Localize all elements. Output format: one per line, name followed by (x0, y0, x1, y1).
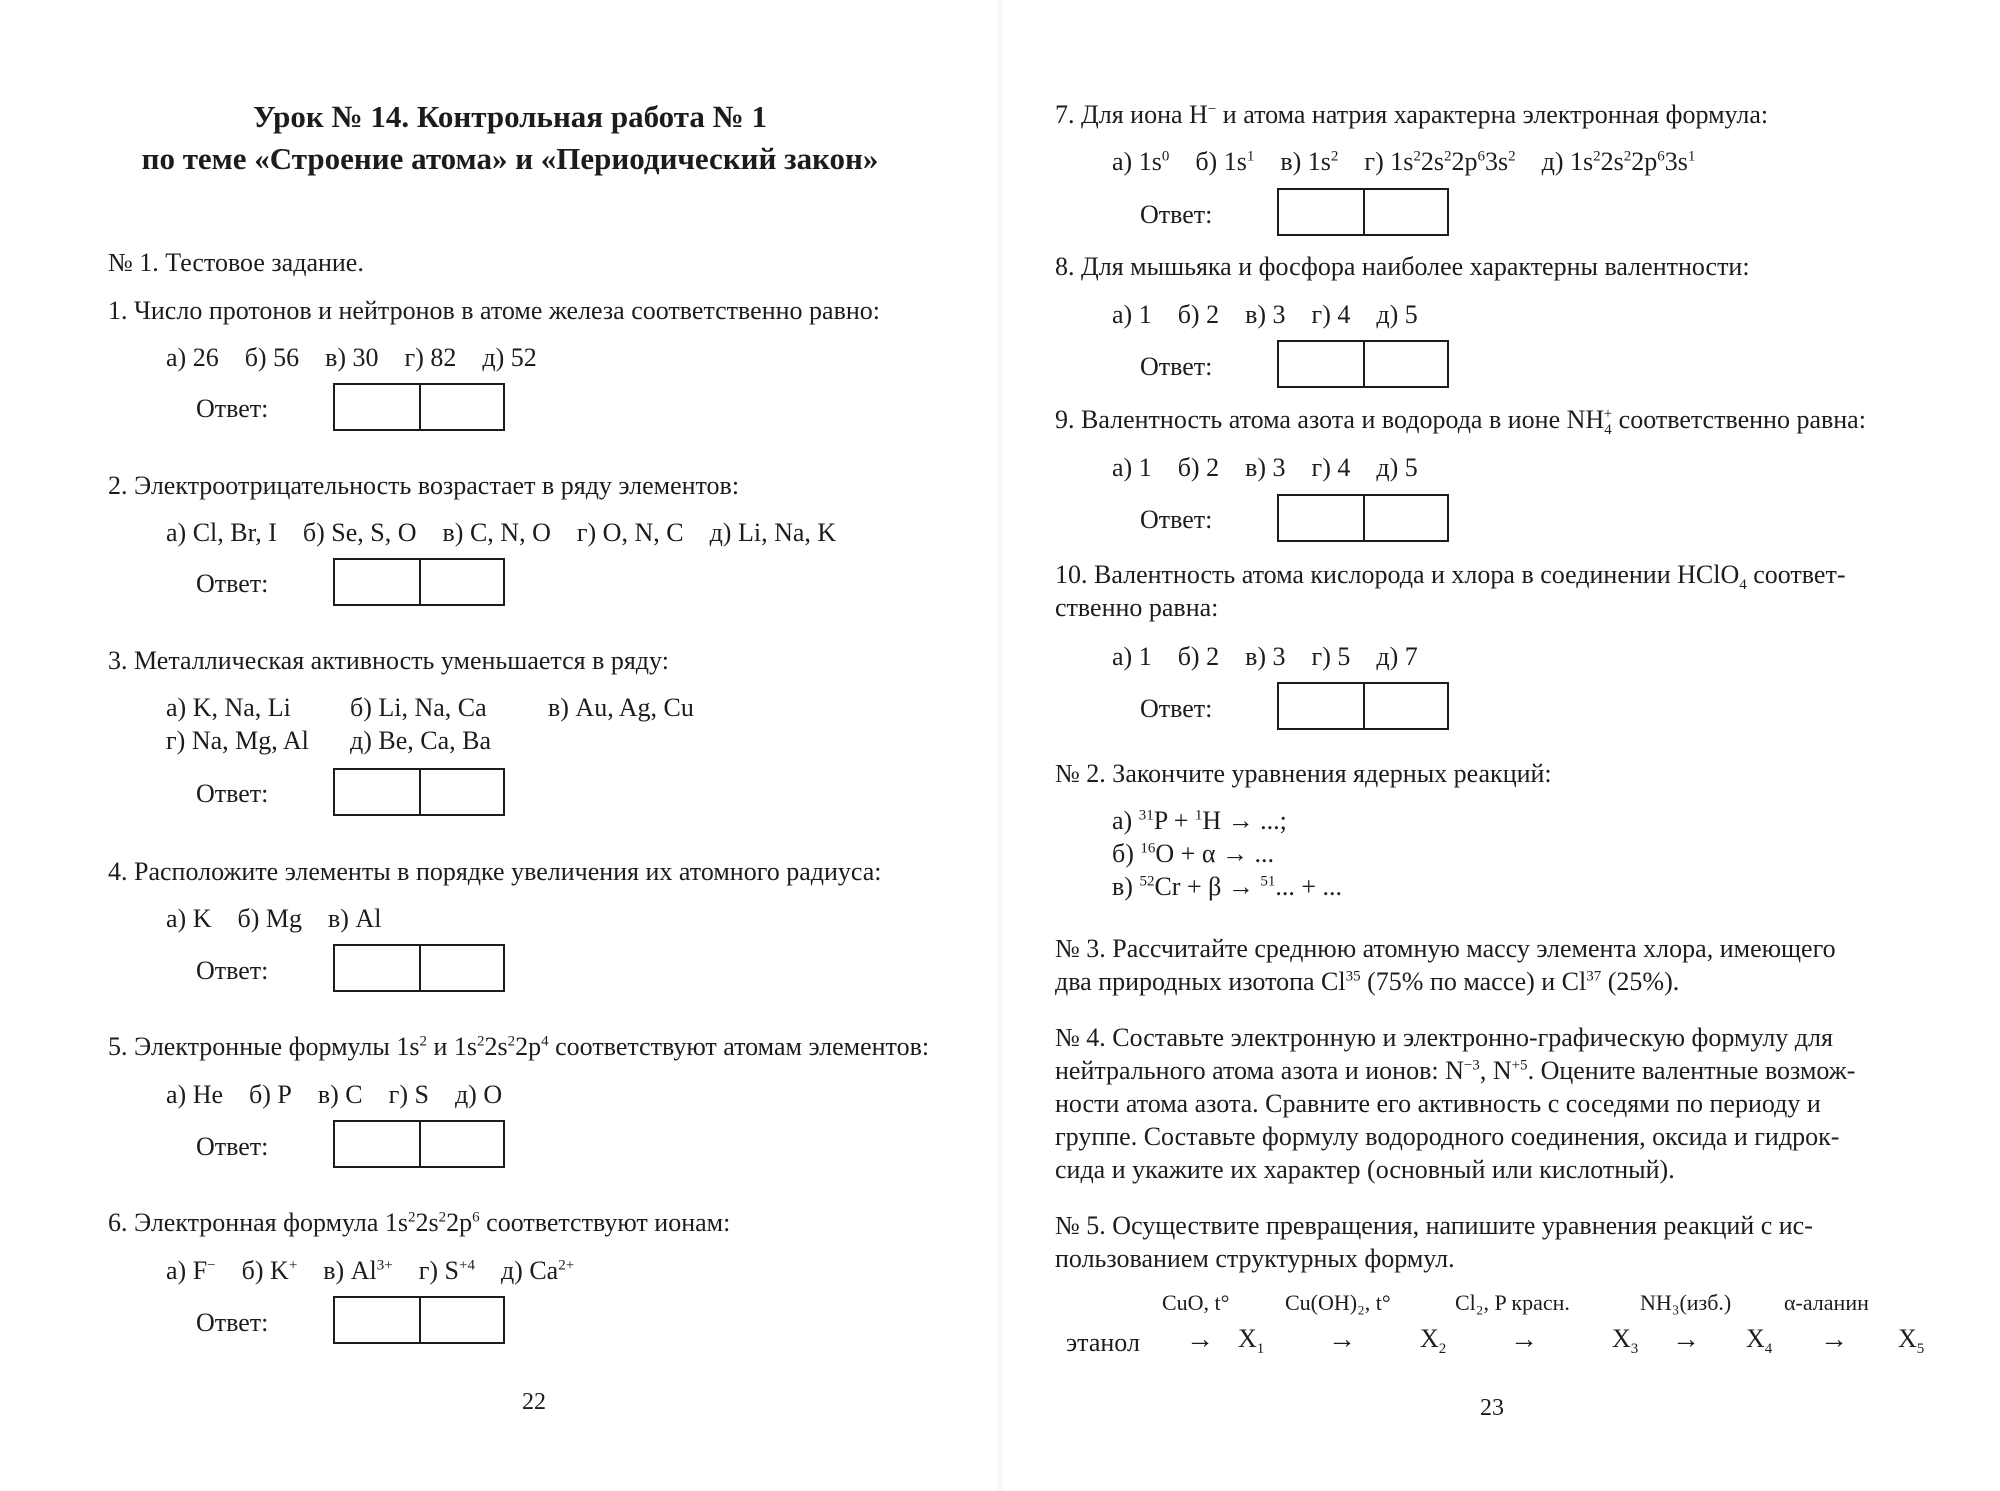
question-7 (1055, 98, 1768, 132)
answer-cell[interactable] (1279, 190, 1365, 234)
sup: + (1603, 406, 1613, 423)
answer-cell[interactable] (419, 1298, 503, 1342)
option: д) Li, Na, K (709, 518, 837, 547)
text: 7. Для иона H (1055, 100, 1208, 129)
sub: 3 (1630, 1341, 1639, 1358)
sup: 2 (419, 1033, 427, 1050)
condition-3: Cl₂, P красн. (1455, 1290, 1570, 1315)
answer-cell[interactable] (1279, 342, 1365, 386)
sup: 52 (1139, 873, 1155, 890)
product-x5 (1898, 1322, 1924, 1356)
text: 10. Валентность атома кислорода и хлора в соединении HClO (1055, 560, 1740, 589)
text: . Оцените валентные возмож- (1527, 1056, 1856, 1085)
option (501, 1256, 574, 1285)
task-2-reaction-a (1112, 804, 1287, 838)
answer-cell[interactable] (335, 1122, 421, 1166)
sup: − (1207, 101, 1217, 118)
question-4: 4. Расположите элементы в порядке увеличения их атомного радиуса: (108, 857, 882, 886)
scheme-start: этанол (1066, 1328, 1140, 1357)
lesson-title (80, 96, 940, 180)
answer-cell[interactable] (335, 946, 421, 990)
option: б) 56 (244, 343, 300, 372)
option: д) Be, Ca, Ba (350, 726, 492, 755)
condition-2: Cu(OH)₂, t° (1285, 1290, 1391, 1315)
option: а) Cl, Br, I (166, 518, 277, 547)
answer-box-8[interactable] (1277, 340, 1449, 388)
task-2-reaction-c (1112, 870, 1342, 904)
text: два природных изотопа Cl (1055, 967, 1346, 996)
text: соответственно равна: (1612, 405, 1866, 434)
option: б) Mg (237, 904, 302, 933)
sup: 1 (1246, 148, 1255, 165)
option (166, 1256, 216, 1285)
option: а) K (166, 904, 212, 933)
product-x3 (1612, 1322, 1638, 1356)
option: в) Au, Ag, Cu (548, 693, 694, 722)
answer-label: Ответ: (1140, 352, 1213, 381)
arrow-icon: → (1672, 1324, 1700, 1355)
question-4-options (166, 902, 407, 936)
text: а) 1s (1112, 147, 1162, 176)
sup: 2 (1623, 148, 1632, 165)
answer-box-4[interactable] (333, 944, 505, 992)
answer-label: Ответ: (196, 779, 269, 808)
answer-label: Ответ: (196, 1132, 269, 1161)
question-3: 3. Металлическая активность уменьшается в ряду: (108, 646, 669, 675)
option: в) Al (328, 904, 382, 933)
sup: 0 (1161, 148, 1170, 165)
sub: 5 (1916, 1341, 1925, 1358)
sup: 6 (472, 1209, 480, 1226)
option: г) Na, Mg, Al (166, 726, 309, 755)
question-5-options (166, 1078, 528, 1112)
sup: 2 (1593, 148, 1601, 165)
sup: 37 (1586, 968, 1602, 985)
option (1280, 147, 1338, 176)
sup: 2 (438, 1209, 447, 1226)
option: б) 2 (1177, 642, 1220, 671)
option: г) S (388, 1080, 429, 1109)
text: 6. Электронная формула 1s (108, 1208, 409, 1237)
question-10 (1055, 558, 1845, 592)
answer-box-3[interactable] (333, 768, 505, 816)
option: д) O (454, 1080, 503, 1109)
sup: − (207, 1257, 216, 1274)
answer-cell[interactable] (335, 1298, 421, 1342)
page-number: 22 (522, 1389, 546, 1415)
text: ... + ... (1275, 872, 1343, 901)
question-6-options (166, 1254, 600, 1288)
text: 2s (1420, 147, 1444, 176)
product-x2 (1420, 1322, 1446, 1356)
option: в) C, N, O (442, 518, 551, 547)
answer-cell[interactable] (1363, 342, 1447, 386)
option: г) 4 (1311, 453, 1351, 482)
text: соответствуют атомам элементов: (548, 1032, 930, 1061)
text: в) (1112, 872, 1140, 901)
option (242, 1256, 298, 1285)
text: 2s (415, 1208, 439, 1237)
text: д) Ca (500, 1256, 559, 1285)
sub: 2 (1438, 1341, 1447, 1358)
option: б) P (249, 1080, 292, 1109)
text: X (1898, 1324, 1917, 1353)
condition-4: NH₃(изб.) (1640, 1290, 1732, 1315)
text: 9. Валентность атома азота и водорода в ионе NH (1055, 405, 1605, 434)
sub: 4 (1739, 577, 1747, 594)
text: P + (1153, 806, 1195, 835)
answer-cell[interactable] (419, 385, 503, 429)
option (1542, 147, 1696, 176)
question-8: 8. Для мышьяка и фосфора наиболее характерны валентности: (1055, 252, 1750, 281)
option: а) 1 (1112, 642, 1152, 671)
sub: 1 (1256, 1341, 1265, 1358)
answer-box-2[interactable] (333, 558, 505, 606)
option: г) 82 (404, 343, 457, 372)
text: (75% по массе) и Cl (1360, 967, 1587, 996)
answer-cell[interactable] (419, 770, 503, 814)
text: 2p (515, 1032, 542, 1061)
title-line-1: Урок № 14. Контрольная работа № 1 (252, 99, 768, 134)
page-number: 23 (1480, 1395, 1504, 1421)
answer-label: Ответ: (1140, 694, 1213, 723)
text: 2s (1600, 147, 1624, 176)
answer-label: Ответ: (1140, 505, 1213, 534)
text: , N (1479, 1056, 1512, 1085)
answer-cell[interactable] (419, 1122, 503, 1166)
text: соответ- (1746, 560, 1846, 589)
sup: 31 (1138, 807, 1154, 824)
text: г) 1s (1364, 147, 1414, 176)
condition-5: α-аланин (1784, 1290, 1869, 1315)
sup: 16 (1140, 840, 1156, 857)
question-2: 2. Электроотрицательность возрастает в ряду элементов: (108, 471, 740, 500)
option (1112, 147, 1169, 176)
task-4-line-4: группе. Составьте формулу водородного соединения, оксида и гидрок- (1055, 1122, 1840, 1151)
sup: +4 (458, 1257, 475, 1274)
sup: 6 (1477, 148, 1485, 165)
option: б) 2 (1177, 300, 1220, 329)
text: Cr + β → (1154, 872, 1261, 901)
task-4-line-3: ности атома азота. Сравните его активность с соседями по периоду и (1055, 1089, 1821, 1118)
text: д) 1s (1541, 147, 1594, 176)
sup: 6 (1657, 148, 1665, 165)
answer-cell[interactable] (1363, 190, 1447, 234)
option: б) Se, S, O (302, 518, 417, 547)
question-7-options (1112, 145, 1721, 179)
text: 2s (484, 1032, 508, 1061)
sup: + (288, 1257, 298, 1274)
task-4-line-1: № 4. Составьте электронную и электронно-графическую формулу для (1055, 1023, 1833, 1052)
answer-cell[interactable] (1279, 496, 1365, 540)
answer-cell[interactable] (1363, 496, 1447, 540)
question-5 (108, 1030, 929, 1064)
option: в) 3 (1245, 453, 1286, 482)
text: б) 1s (1195, 147, 1247, 176)
sup: −3 (1463, 1057, 1480, 1074)
text: 2p (1631, 147, 1658, 176)
option: г) 5 (1311, 642, 1351, 671)
answer-box-7[interactable] (1277, 188, 1449, 236)
product-x1 (1238, 1322, 1264, 1356)
option: в) 3 (1245, 642, 1286, 671)
option (419, 1256, 475, 1285)
text: (25%). (1601, 967, 1680, 996)
option: а) 1 (1112, 300, 1152, 329)
text: H → ...; (1202, 806, 1287, 835)
answer-cell[interactable] (335, 385, 421, 429)
option: б) 2 (1177, 453, 1220, 482)
option (323, 1256, 392, 1285)
title-line-2: по теме «Строение атома» и «Периодический закон» (141, 140, 879, 176)
question-3-options-row-1 (166, 691, 291, 725)
text: X (1238, 1324, 1257, 1353)
text: 5. Электронные формулы 1s (108, 1032, 420, 1061)
option: а) 26 (166, 343, 219, 372)
question-9-options (1112, 451, 1444, 485)
text: 3s (1664, 147, 1688, 176)
answer-box-1[interactable] (333, 383, 505, 431)
text: и атома натрия характерна электронная формула: (1216, 100, 1769, 129)
task-4-line-5: сида и укажите их характер (основный или кислотный). (1055, 1155, 1675, 1184)
answer-cell[interactable] (1279, 684, 1365, 728)
option: д) 52 (482, 343, 537, 372)
question-10-line-2: ственно равна: (1055, 593, 1219, 622)
text: в) 1s (1280, 147, 1331, 176)
sup: 2 (477, 1033, 485, 1050)
text: X (1746, 1324, 1765, 1353)
question-8-options (1112, 298, 1444, 332)
answer-box-10[interactable] (1277, 682, 1449, 730)
section-1-heading: № 1. Тестовое задание. (108, 248, 364, 277)
option (1364, 147, 1515, 176)
answer-label: Ответ: (196, 1308, 269, 1337)
arrow-icon: → (1186, 1324, 1214, 1355)
answer-label: Ответ: (196, 394, 269, 423)
sup: 2 (507, 1033, 516, 1050)
sup: 2+ (558, 1257, 575, 1274)
option: г) O, N, C (576, 518, 684, 547)
sub: 4 (1604, 422, 1612, 439)
text: а) F (166, 1256, 208, 1285)
text: б) (1112, 839, 1141, 868)
option: а) K, Na, Li (166, 693, 291, 722)
sup: 2 (1330, 148, 1339, 165)
answer-cell[interactable] (419, 946, 503, 990)
task-3-line-1: № 3. Рассчитайте среднюю атомную массу элемента хлора, имеющего (1055, 934, 1836, 963)
sup: 2 (408, 1209, 416, 1226)
task-2-reaction-b (1112, 837, 1274, 871)
sup: 51 (1260, 873, 1276, 890)
answer-cell[interactable] (419, 560, 503, 604)
text: и 1s (426, 1032, 478, 1061)
text: соответствуют ионам: (479, 1208, 731, 1237)
answer-box-5[interactable] (333, 1120, 505, 1168)
text: 2p (446, 1208, 473, 1237)
text: X (1612, 1324, 1631, 1353)
question-6 (108, 1206, 730, 1240)
task-4-line-2 (1055, 1054, 1855, 1088)
answer-label: Ответ: (196, 956, 269, 985)
answer-box-9[interactable] (1277, 494, 1449, 542)
option: а) 1 (1112, 453, 1152, 482)
task-3-line-2 (1055, 965, 1679, 999)
text: б) K (241, 1256, 289, 1285)
arrow-icon: → (1510, 1324, 1538, 1355)
question-9 (1055, 403, 1866, 437)
sup: 4 (541, 1033, 549, 1050)
text: 2p (1451, 147, 1478, 176)
sup: 35 (1345, 968, 1361, 985)
sup: 2 (1443, 148, 1452, 165)
option: б) Li, Na, Ca (350, 693, 487, 722)
answer-box-6[interactable] (333, 1296, 505, 1344)
option: г) 4 (1311, 300, 1351, 329)
sup: 2 (1508, 148, 1516, 165)
option: д) 5 (1376, 300, 1418, 329)
sup: 3+ (376, 1257, 393, 1274)
text: 3s (1484, 147, 1509, 176)
product-x4 (1746, 1322, 1772, 1356)
text: г) S (418, 1256, 459, 1285)
option: д) 5 (1376, 453, 1418, 482)
arrow-icon: → (1820, 1324, 1848, 1355)
text: нейтрального атома азота и ионов: N (1055, 1056, 1464, 1085)
sup: 2 (1413, 148, 1421, 165)
text: в) Al (323, 1256, 377, 1285)
right-page (1000, 0, 2000, 1491)
option: д) 7 (1376, 642, 1418, 671)
answer-label: Ответ: (196, 569, 269, 598)
sup: 1 (1687, 148, 1696, 165)
option: в) 3 (1245, 300, 1286, 329)
condition-1: CuO, t° (1162, 1290, 1230, 1315)
question-2-options (166, 516, 862, 550)
text: X (1420, 1324, 1439, 1353)
sub: 4 (1764, 1341, 1773, 1358)
question-1-options (166, 341, 563, 375)
question-1: 1. Число протонов и нейтронов в атоме железа соответственно равно: (108, 296, 880, 325)
task-2-heading: № 2. Закончите уравнения ядерных реакций: (1055, 759, 1552, 788)
option: в) 30 (325, 343, 379, 372)
option: в) C (317, 1080, 363, 1109)
answer-cell[interactable] (335, 770, 421, 814)
option: а) He (166, 1080, 224, 1109)
answer-cell[interactable] (1363, 684, 1447, 728)
text: а) (1112, 806, 1139, 835)
option (1195, 147, 1254, 176)
sup: 1 (1194, 807, 1203, 824)
text: O + α → ... (1155, 839, 1274, 868)
answer-cell[interactable] (335, 560, 421, 604)
answer-label: Ответ: (1140, 200, 1213, 229)
task-5-line-1: № 5. Осуществите превращения, напишите уравнения реакций с ис- (1055, 1211, 1813, 1240)
question-10-options (1112, 640, 1444, 674)
sup: +5 (1511, 1057, 1528, 1074)
arrow-icon: → (1328, 1324, 1356, 1355)
task-5-line-2: пользованием структурных формул. (1055, 1244, 1455, 1273)
